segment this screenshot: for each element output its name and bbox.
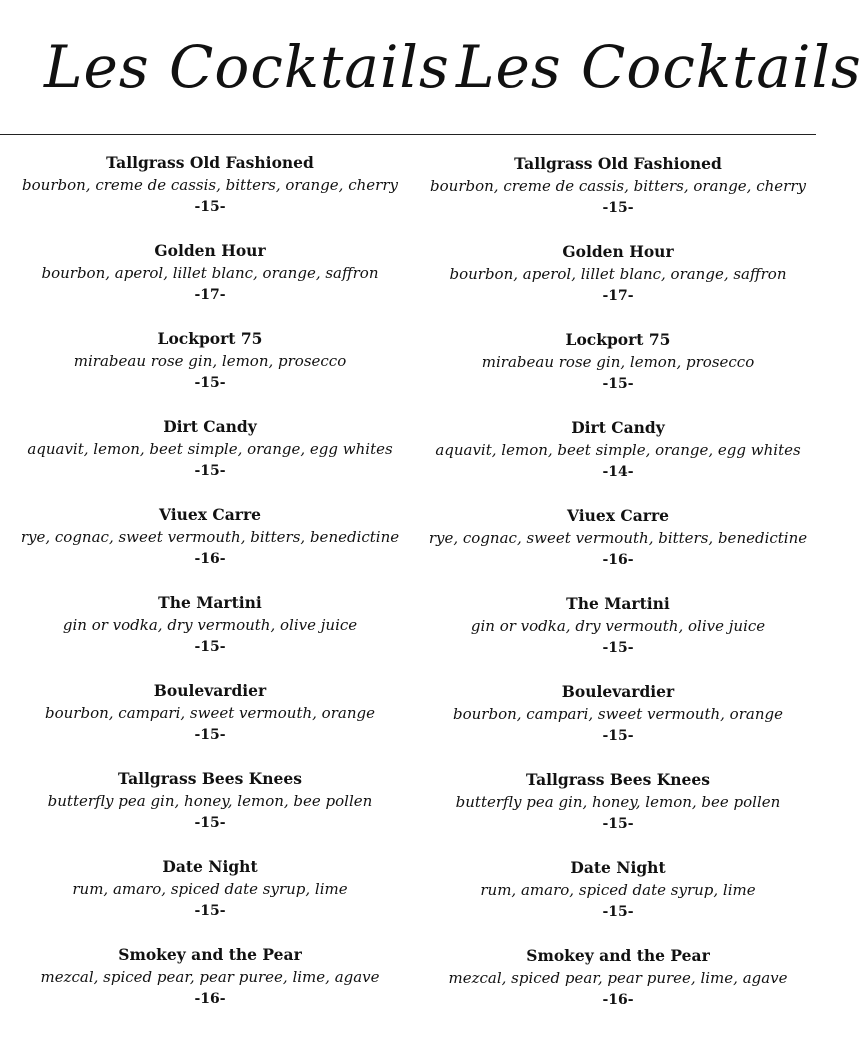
menu-item <box>414 769 822 857</box>
cocktail-name: Tallgrass Bees Knees <box>526 770 710 789</box>
cocktail-ingredients: butterfly pea gin, honey, lemon, bee pollen <box>455 793 781 811</box>
menu-item <box>414 857 822 945</box>
cocktail-ingredients: mezcal, spiced pear, pear puree, lime, agave <box>40 968 380 986</box>
cocktail-price: -16- <box>602 552 634 568</box>
cocktail-name: Smokey and the Pear <box>118 945 302 964</box>
menu-item <box>6 944 414 1032</box>
cocktail-ingredients: mirabeau rose gin, lemon, prosecco <box>73 352 347 370</box>
cocktail-price: -15- <box>194 639 226 655</box>
cocktail-ingredients: gin or vodka, dry vermouth, olive juice <box>470 617 766 635</box>
cocktail-ingredients: aquavit, lemon, beet simple, orange, egg whites <box>27 440 393 458</box>
menu-item <box>6 328 414 416</box>
cocktail-name: Viuex Carre <box>567 506 669 525</box>
menu-item <box>414 505 822 593</box>
cocktail-ingredients: mirabeau rose gin, lemon, prosecco <box>481 353 755 371</box>
header-divider <box>0 134 816 135</box>
cocktail-name: Tallgrass Old Fashioned <box>514 154 722 173</box>
cocktail-name: The Martini <box>158 593 262 612</box>
menu-item <box>6 680 414 768</box>
cocktail-ingredients: bourbon, campari, sweet vermouth, orange <box>45 704 375 722</box>
cocktail-ingredients: bourbon, campari, sweet vermouth, orange <box>453 705 783 723</box>
menu-item <box>414 593 822 681</box>
cocktail-name: Tallgrass Old Fashioned <box>106 153 314 172</box>
cocktail-price: -16- <box>194 551 226 567</box>
menu-item <box>6 768 414 856</box>
menu-item <box>414 329 822 417</box>
cocktail-price: -15- <box>602 904 634 920</box>
menu-title-right: Les Cocktails <box>456 33 862 101</box>
menu-item <box>414 241 822 329</box>
cocktail-price: -14- <box>602 464 634 480</box>
cocktail-ingredients: rye, cognac, sweet vermouth, bitters, benedictine <box>20 528 400 546</box>
menu-item <box>6 856 414 944</box>
cocktail-ingredients: bourbon, aperol, lillet blanc, orange, saffron <box>449 265 787 283</box>
cocktail-price: -15- <box>194 903 226 919</box>
cocktail-ingredients: rum, amaro, spiced date syrup, lime <box>72 880 348 898</box>
cocktail-ingredients: gin or vodka, dry vermouth, olive juice <box>62 616 358 634</box>
cocktail-price: -17- <box>194 287 226 303</box>
cocktail-name: Date Night <box>162 857 258 876</box>
cocktail-ingredients: bourbon, creme de cassis, bitters, orange, cherry <box>430 177 806 195</box>
cocktail-name: Lockport 75 <box>565 330 671 349</box>
cocktail-ingredients: rye, cognac, sweet vermouth, bitters, benedictine <box>428 529 808 547</box>
menu-item <box>6 504 414 592</box>
cocktail-price: -15- <box>602 376 634 392</box>
cocktail-name: Dirt Candy <box>571 418 665 437</box>
cocktail-price: -17- <box>602 288 634 304</box>
cocktail-name: Viuex Carre <box>159 505 261 524</box>
cocktail-ingredients: mezcal, spiced pear, pear puree, lime, agave <box>448 969 788 987</box>
cocktail-ingredients: aquavit, lemon, beet simple, orange, egg whites <box>435 441 801 459</box>
menu-item <box>6 152 414 240</box>
cocktail-name: Golden Hour <box>562 242 674 261</box>
cocktail-name: The Martini <box>566 594 670 613</box>
menu-item <box>414 153 822 241</box>
menu-item <box>6 416 414 504</box>
cocktail-ingredients: butterfly pea gin, honey, lemon, bee pollen <box>47 792 373 810</box>
menu-title-left: Les Cocktails <box>44 33 450 101</box>
cocktail-ingredients: rum, amaro, spiced date syrup, lime <box>480 881 756 899</box>
cocktail-name: Smokey and the Pear <box>526 946 710 965</box>
cocktail-price: -15- <box>194 375 226 391</box>
menu-item <box>6 240 414 328</box>
cocktail-name: Boulevardier <box>153 681 267 700</box>
cocktail-name: Tallgrass Bees Knees <box>118 769 302 788</box>
cocktail-ingredients: bourbon, aperol, lillet blanc, orange, saffron <box>41 264 379 282</box>
cocktail-price: -15- <box>194 727 226 743</box>
menu-column-left <box>6 152 414 1032</box>
menu-item <box>414 945 822 1033</box>
cocktail-name: Boulevardier <box>561 682 675 701</box>
menu-item <box>414 417 822 505</box>
cocktail-price: -15- <box>194 463 226 479</box>
cocktail-price: -15- <box>602 816 634 832</box>
cocktail-price: -15- <box>602 728 634 744</box>
cocktail-ingredients: bourbon, creme de cassis, bitters, orange, cherry <box>22 176 398 194</box>
cocktail-name: Golden Hour <box>154 241 266 260</box>
menu-item <box>6 592 414 680</box>
menu-column-right <box>414 153 822 1033</box>
cocktail-name: Date Night <box>570 858 666 877</box>
cocktail-price: -15- <box>602 200 634 216</box>
menu-item <box>414 681 822 769</box>
cocktail-price: -16- <box>194 991 226 1007</box>
cocktail-price: -15- <box>194 199 226 215</box>
cocktail-name: Dirt Candy <box>163 417 257 436</box>
cocktail-name: Lockport 75 <box>157 329 263 348</box>
cocktail-price: -16- <box>602 992 634 1008</box>
cocktail-price: -15- <box>602 640 634 656</box>
cocktail-price: -15- <box>194 815 226 831</box>
